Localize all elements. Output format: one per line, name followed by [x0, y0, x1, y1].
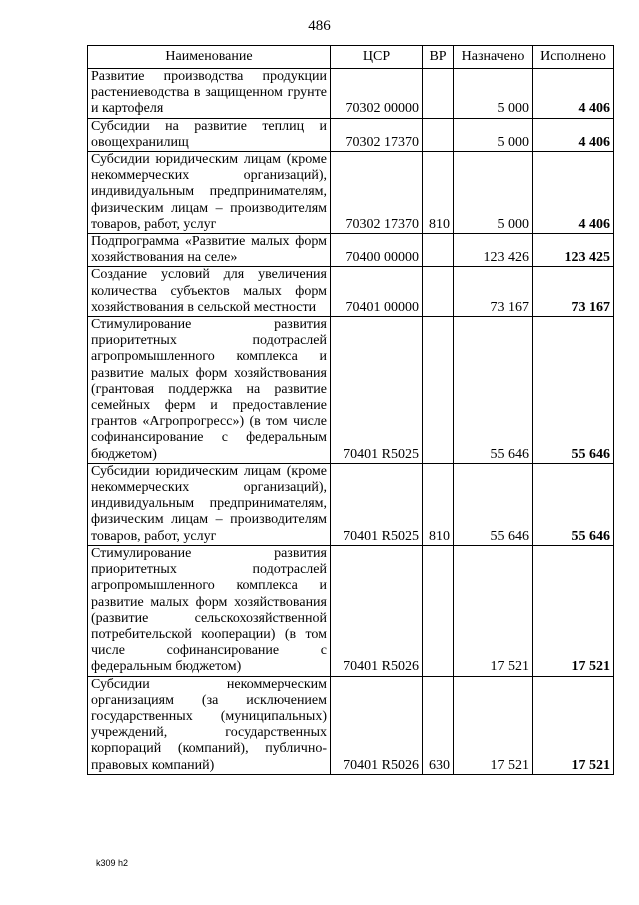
page-number: 486	[308, 18, 331, 34]
row-csr: 70401 R5026	[331, 676, 423, 774]
row-executed: 17 521	[533, 545, 614, 676]
row-csr: 70302 17370	[331, 118, 423, 151]
row-executed: 55 646	[533, 317, 614, 464]
table-header-row	[88, 46, 614, 69]
row-planned: 5 000	[454, 152, 533, 234]
table-row	[88, 234, 614, 267]
row-planned: 17 521	[454, 545, 533, 676]
row-name: Развитие производства продукции растениеводства в защищенном грунте и картофеля	[88, 69, 331, 119]
row-name: Стимулирование развития приоритетных подотраслей агропромышленного комплекса и развитие малых форм хозяйствования (грантовая поддержка на развитие семейных ферм и предоставление грантов «Агропрогресс») (в том числе софинансирование с федеральным бюджетом)	[88, 317, 331, 464]
row-vr: 810	[423, 463, 454, 545]
row-name: Субсидии юридическим лицам (кроме некоммерческих организаций), индивидуальным предпринимателям, физическим лицам – производителям товаров, работ, услуг	[88, 463, 331, 545]
header-name: Наименование	[88, 46, 331, 69]
header-vr: ВР	[423, 46, 454, 69]
budget-table	[87, 45, 614, 775]
row-name: Создание условий для увеличения количества субъектов малых форм хозяйствования в сельской местности	[88, 267, 331, 317]
table-row	[88, 676, 614, 774]
row-executed: 4 406	[533, 118, 614, 151]
header-planned: Назначено	[454, 46, 533, 69]
row-planned: 73 167	[454, 267, 533, 317]
row-planned: 55 646	[454, 463, 533, 545]
header-csr: ЦСР	[331, 46, 423, 69]
table-row	[88, 545, 614, 676]
row-csr: 70302 17370	[331, 152, 423, 234]
row-executed: 17 521	[533, 676, 614, 774]
row-csr: 70401 R5025	[331, 463, 423, 545]
row-csr: 70401 R5025	[331, 317, 423, 464]
table-row	[88, 69, 614, 119]
row-executed: 4 406	[533, 152, 614, 234]
row-executed: 73 167	[533, 267, 614, 317]
row-executed: 4 406	[533, 69, 614, 119]
table-row	[88, 267, 614, 317]
row-planned: 5 000	[454, 118, 533, 151]
row-planned: 123 426	[454, 234, 533, 267]
row-vr	[423, 545, 454, 676]
row-vr: 810	[423, 152, 454, 234]
row-planned: 17 521	[454, 676, 533, 774]
row-vr: 630	[423, 676, 454, 774]
row-vr	[423, 69, 454, 119]
row-vr	[423, 317, 454, 464]
table-row	[88, 152, 614, 234]
row-name: Субсидии на развитие теплиц и овощехранилищ	[88, 118, 331, 151]
table-row	[88, 118, 614, 151]
row-planned: 5 000	[454, 69, 533, 119]
row-csr: 70400 00000	[331, 234, 423, 267]
table-row	[88, 317, 614, 464]
footer-code: k309 h2	[96, 858, 129, 868]
row-csr: 70302 00000	[331, 69, 423, 119]
row-executed: 123 425	[533, 234, 614, 267]
row-vr	[423, 234, 454, 267]
row-planned: 55 646	[454, 317, 533, 464]
row-csr: 70401 R5026	[331, 545, 423, 676]
header-executed: Исполнено	[533, 46, 614, 69]
row-name: Субсидии юридическим лицам (кроме некоммерческих организаций), индивидуальным предпринимателям, физическим лицам – производителям товаров, работ, услуг	[88, 152, 331, 234]
row-vr	[423, 118, 454, 151]
row-csr: 70401 00000	[331, 267, 423, 317]
row-name: Стимулирование развития приоритетных подотраслей агропромышленного комплекса и развитие малых форм хозяйствования (развитие сельскохозяйственной потребительской кооперации) (в том числе софинансирование с федеральным бюджетом)	[88, 545, 331, 676]
table-row	[88, 463, 614, 545]
row-executed: 55 646	[533, 463, 614, 545]
row-name: Субсидии некоммерческим организациям (за исключением государственных (муниципальных) учреждений, государственных корпораций (компаний), публично-правовых компаний)	[88, 676, 331, 774]
row-vr	[423, 267, 454, 317]
row-name: Подпрограмма «Развитие малых форм хозяйствования на селе»	[88, 234, 331, 267]
